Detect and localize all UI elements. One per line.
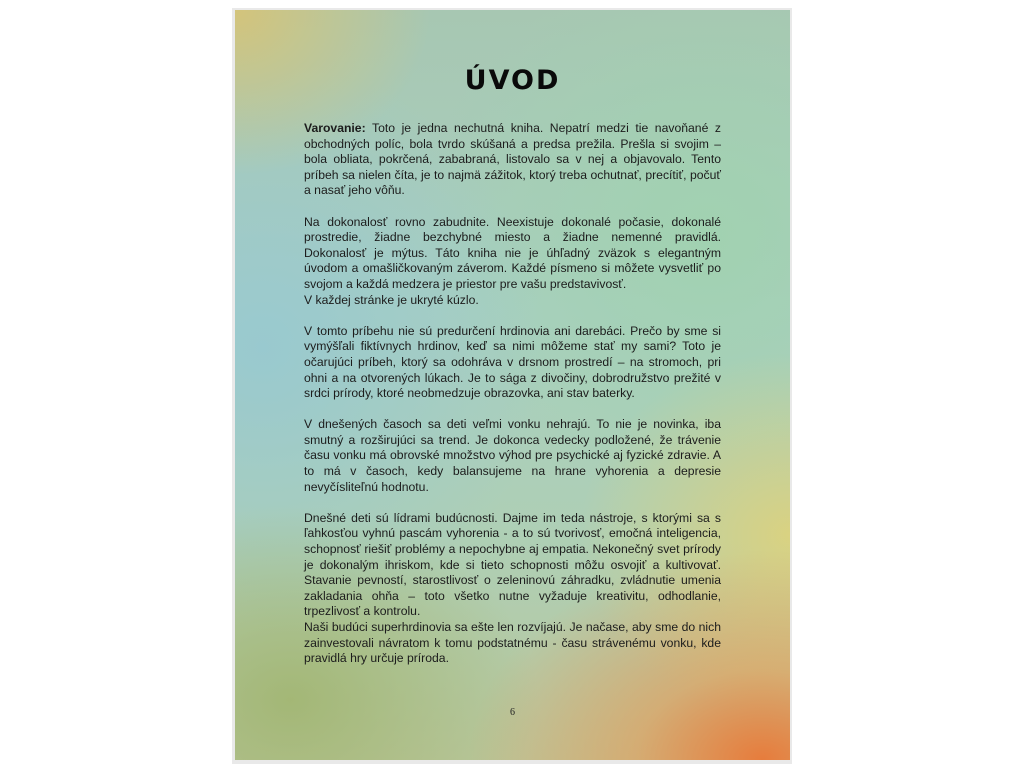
paragraph-magic: V každej stránke je ukryté kúzlo. bbox=[304, 292, 479, 307]
paragraph-heroes: V tomto príbehu nie sú predurčení hrdinovia ani darebáci. Prečo by sme si vymýšľali fiktívnych hrdinov, keď sa nimi môžeme stať my sami? Toto je očarujúci príbeh, ktorý sa odohráva v drsnom prostredí – na stromoch, pri ohni a na otvorených lúkach. Je to sága z divočiny, dobrodružstvo prežité v srdci prírody, ktoré neobmedzuje obrazovka, ani stav baterky. bbox=[304, 323, 721, 401]
paragraph-outdoors: V dnešených časoch sa deti veľmi vonku nehrajú. To nie je novinka, iba smutný a rozširujúci sa trend. Je dokonca vedecky podložené, že trávenie času vonku má obrovské množstvo výhod pre psychické aj fyzické zdravie. A to má v časoch, kedy balansujeme na hrane vyhorenia a depresie nevyčísliteľnú hodnotu. bbox=[304, 417, 721, 494]
paragraph-leaders: Dnešné deti sú lídrami budúcnosti. Dajme im teda nástroje, s ktorými sa s ľahkosťou vyhnú pascám vyhorenia - a to sú tvorivosť, emočná inteligencia, schopnosť riešiť problémy a nepochybne aj empatia. Nekonečný svet prírody je dokonalým ihriskom, kde si tieto schopnosti môžu osvojiť a kultivovať. Stavanie pevností, starostlivosť o zeleninovú záhradku, zvládnutie umenia zakladania ohňa – toto všetko nutne vyžaduje kreativitu, odhodlanie, trpezlivosť a kontrolu. bbox=[304, 510, 721, 619]
page-number: 6 bbox=[510, 707, 515, 718]
paragraph-warning bbox=[304, 121, 721, 199]
paragraph-perfection: Na dokonalosť rovno zabudnite. Neexistuje dokonalé počasie, dokonalé prostredie, žiadne bezchybné miesto a žiadne nemenné pravidlá. Dokonalosť je mýtus. Táto kniha nie je úhľadný zväzok s elegantným úvodom a omašličkovaným záverom. Každé písmeno si môžete vysvetliť po svojom a každá medzera je priestor pre vašu predstavivosť. bbox=[304, 214, 721, 291]
warning-lead: Varovanie: bbox=[304, 121, 366, 135]
page-title: ÚVOD bbox=[464, 65, 561, 96]
body-text bbox=[304, 121, 721, 667]
paragraph-superheroes: Naši budúci superhrdinovia sa ešte len rozvíjajú. Je načase, aby sme do nich zainvestovali návratom k tomu podstatnému - času strávenému vonku, kde pravidlá hry určuje príroda. bbox=[304, 620, 721, 666]
document-page[interactable] bbox=[235, 10, 790, 760]
warning-text: Toto je jedna nechutná kniha. Nepatrí medzi tie navoňané z obchodných políc, bola tvrdo skúšaná a predsa prežila. Prešla si svojim – bola obliata, pokrčená, zababraná, listovalo sa v nej a objavovalo. Tento príbeh sa nielen číta, je to najmä zážitok, ktorý treba ochutnať, precítiť, počuť a nasať jeho vôňu. bbox=[304, 121, 721, 198]
